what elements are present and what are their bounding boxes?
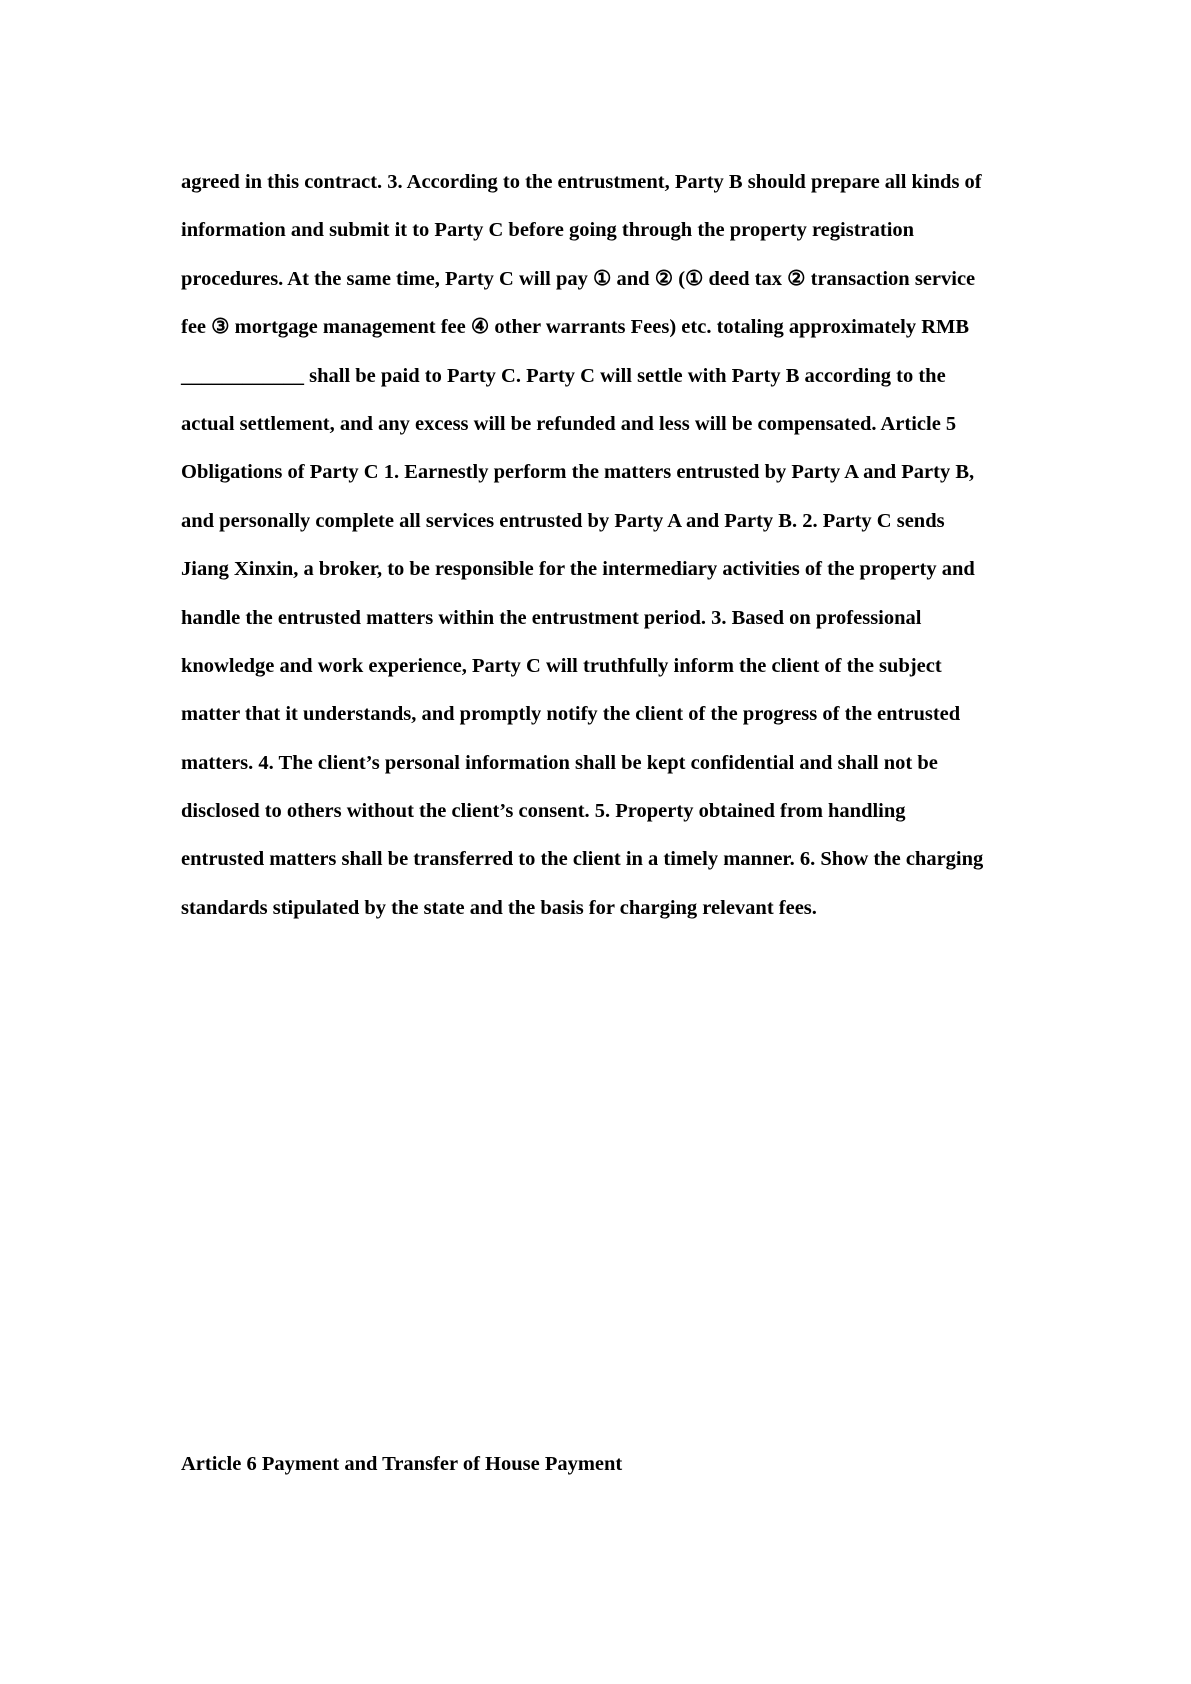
paragraph-line: disclosed to others without the client’s consent. 5. Property obtained from handling <box>181 800 906 823</box>
paragraph-line: handle the entrusted matters within the entrustment period. 3. Based on professional <box>181 606 922 629</box>
paragraph-line: actual settlement, and any excess will be refunded and less will be compensated. Article 5 <box>181 412 957 435</box>
body-paragraph <box>181 158 1026 932</box>
paragraph-line: entrusted matters shall be transferred to the client in a timely manner. 6. Show the charging <box>181 848 984 871</box>
paragraph-line: fee ③ mortgage management fee ④ other warrants Fees) etc. totaling approximately RMB <box>181 316 970 339</box>
paragraph-line: matters. 4. The client’s personal information shall be kept confidential and shall not be <box>181 751 938 774</box>
paragraph-line: standards stipulated by the state and the basis for charging relevant fees. <box>181 896 817 919</box>
paragraph-line: agreed in this contract. 3. According to the entrustment, Party B should prepare all kinds of <box>181 171 982 193</box>
paragraph-line: ____________ shall be paid to Party C. Party C will settle with Party B according to the <box>181 364 946 387</box>
paragraph-line: knowledge and work experience, Party C will truthfully inform the client of the subject <box>181 654 942 677</box>
paragraph-line: matter that it understands, and promptly notify the client of the progress of the entrusted <box>181 703 961 726</box>
paragraph-line: and personally complete all services entrusted by Party A and Party B. 2. Party C sends <box>181 509 945 532</box>
paragraph-line: Jiang Xinxin, a broker, to be responsible for the intermediary activities of the property and <box>181 558 975 581</box>
paragraph-line: Obligations of Party C 1. Earnestly perform the matters entrusted by Party A and Party B, <box>181 461 975 484</box>
article-6-heading: Article 6 Payment and Transfer of House Payment <box>181 1453 623 1475</box>
paragraph-line: information and submit it to Party C before going through the property registration <box>181 219 915 242</box>
paragraph-line: procedures. At the same time, Party C will pay ① and ② (① deed tax ② transaction service <box>181 267 976 290</box>
